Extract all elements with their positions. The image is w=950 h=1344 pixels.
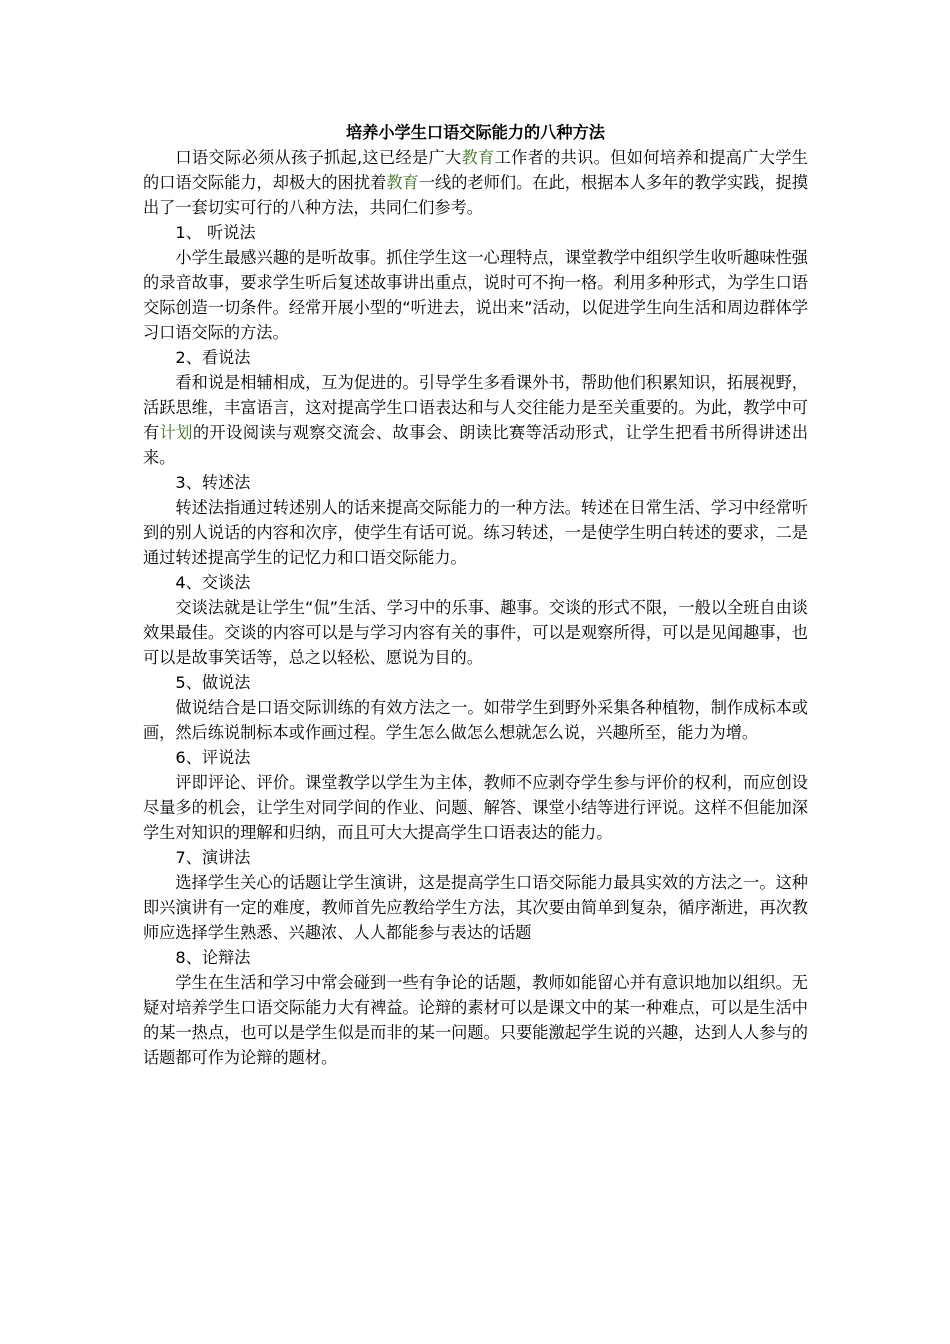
section-4-heading: 4、交谈法 (175, 573, 251, 592)
section-1-body: 小学生最感兴趣的是听故事。抓住学生这一心理特点，课堂教学中组织学生收听趣味性强的录音故事，要求学生听后复述故事讲出重点，说时可不拘一格。利用多种形式，为学生口语交际创造一切条件。经常开展小型的“听进去，说出来”活动，以促进学生向生活和周边群体学习口语交际的方法。 (143, 248, 808, 342)
document-body (143, 120, 808, 1070)
intro-text-1: 口语交际必须从孩子抓起,这已经是广大 (175, 148, 462, 167)
section-2-text-1: 看和说是相辅相成，互为促进的。引导学生多看课外书，帮助他们积累知识，拓展视野，活跃思维，丰富语言，这对提高学生口语表达和与人交往能力是至关重要的。为此，教学中可有 (143, 373, 808, 442)
plan-link[interactable]: 计划 (159, 423, 193, 442)
document-title: 培养小学生口语交际能力的八种方法 (346, 123, 605, 142)
education-link-2[interactable]: 教育 (386, 173, 419, 192)
section-8-body: 学生在生活和学习中常会碰到一些有争论的话题，教师如能留心并有意识地加以组织。无疑对培养学生口语交际能力大有裨益。论辩的素材可以是课文中的某一种难点，可以是生活中的某一热点，也可以是学生似是而非的某一问题。只要能激起学生说的兴趣，达到人人参与的话题都可作为论辩的题材。 (143, 973, 808, 1067)
section-3-body: 转述法指通过转述别人的话来提高交际能力的一种方法。转述在日常生活、学习中经常听到的别人说话的内容和次序，使学生有话可说。练习转述，一是使学生明白转述的要求，二是通过转述提高学生的记忆力和口语交际能力。 (143, 498, 808, 567)
section-7-heading: 7、演讲法 (175, 848, 251, 867)
intro-text-2: 工作者的共识。但如何培养和提高广大学生的口语交际能力，却极大的困扰着 (143, 148, 808, 192)
intro-paragraph (143, 145, 808, 220)
section-5-body: 做说结合是口语交际训练的有效方法之一。如带学生到野外采集各种植物，制作成标本或画，然后练说制标本或作画过程。学生怎么做怎么想就怎么说，兴趣所至，能力为增。 (143, 698, 808, 742)
education-link-1[interactable]: 教育 (461, 148, 495, 167)
section-2-body (143, 370, 808, 470)
section-8-heading: 8、论辩法 (175, 948, 251, 967)
section-6-heading: 6、评说法 (175, 748, 251, 767)
section-1-heading: 1、 听说法 (175, 223, 256, 242)
section-2-heading: 2、看说法 (175, 348, 251, 367)
section-5-heading: 5、做说法 (175, 673, 251, 692)
section-2-text-2: 的开设阅读与观察交流会、故事会、朗读比赛等活动形式，让学生把看书所得讲述出来。 (143, 423, 809, 467)
section-3-heading: 3、转述法 (175, 473, 251, 492)
section-4-body: 交谈法就是让学生“侃”生活、学习中的乐事、趣事。交谈的形式不限，一般以全班自由谈效果最佳。交谈的内容可以是与学习内容有关的事件，可以是观察所得，可以是见闻趣事，也可以是故事笑话等，总之以轻松、愿说为目的。 (143, 598, 808, 667)
section-6-body: 评即评论、评价。课堂教学以学生为主体，教师不应剥夺学生参与评价的权利，而应创设尽量多的机会，让学生对同学间的作业、问题、解答、课堂小结等进行评说。这样不但能加深学生对知识的理解和归纳，而且可大大提高学生口语表达的能力。 (143, 773, 808, 842)
intro-text-3: 一线的老师们。在此，根据本人多年的教学实践，捉摸出了一套切实可行的八种方法，共同仁们参考。 (143, 173, 809, 217)
section-7-body: 选择学生关心的话题让学生演讲，这是提高学生口语交际能力最具实效的方法之一。这种即兴演讲有一定的难度，教师首先应教给学生方法，其次要由简单到复杂，循序渐进，再次教师应选择学生熟悉、兴趣浓、人人都能参与表达的话题 (143, 873, 808, 942)
